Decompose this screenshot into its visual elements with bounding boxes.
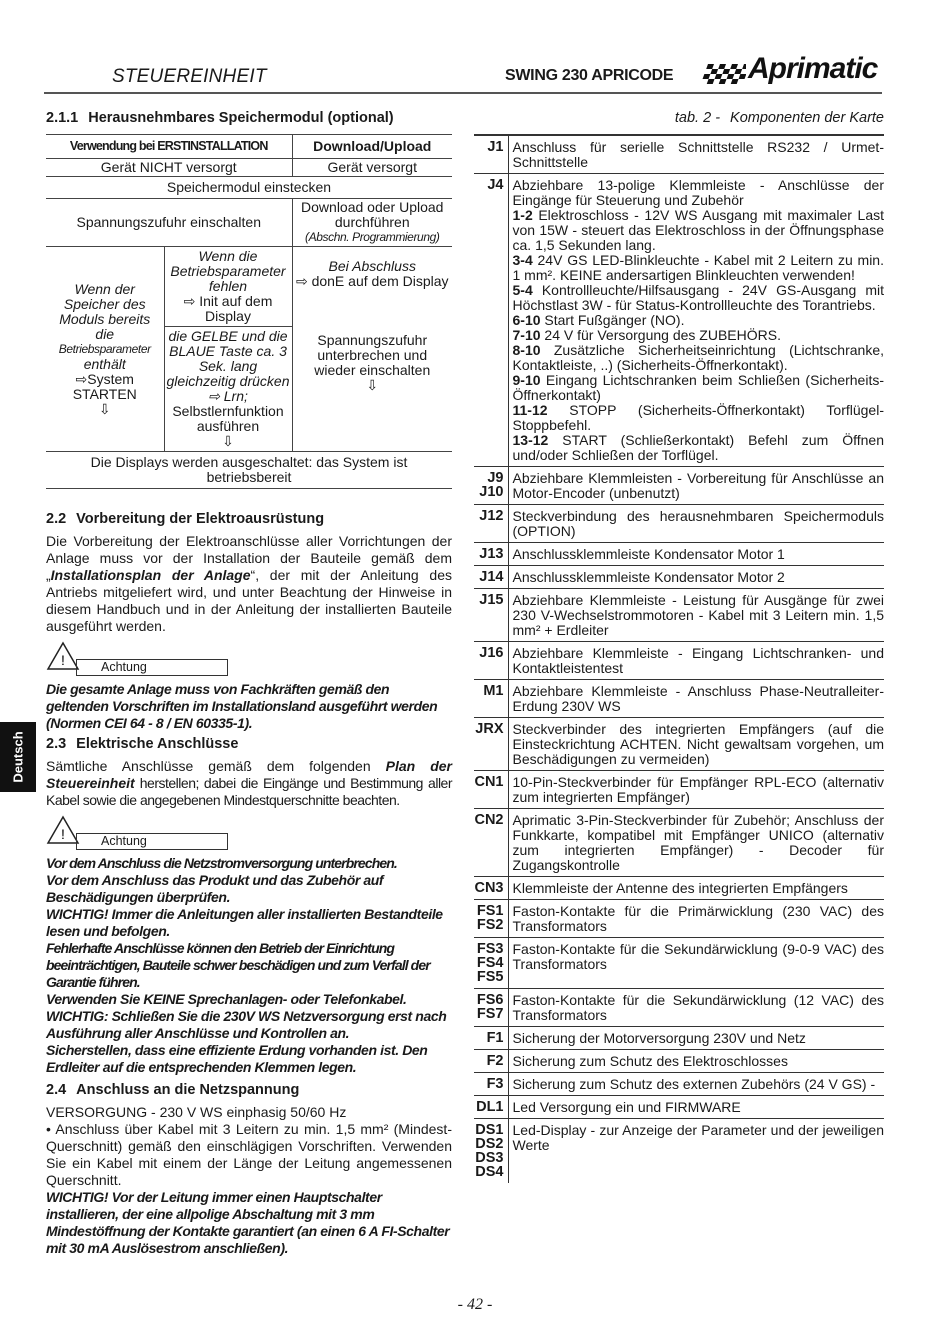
component-code bbox=[474, 989, 508, 1027]
component-code-label: J9 bbox=[487, 470, 504, 486]
description-line: 6-10 Start Fußgänger (NO). bbox=[512, 312, 685, 328]
component-code bbox=[474, 505, 508, 543]
component-row bbox=[474, 1119, 884, 1184]
description-line: Led Versorgung ein und FIRMWARE bbox=[512, 1099, 741, 1115]
component-code bbox=[474, 1096, 508, 1119]
description-line: Steckverbinder des integrierten Empfängers (auf die Einsteckrichtung ACHTEN. Nicht gewaltsam vorgehen, um Beschädigungen zu vermeiden) bbox=[512, 721, 884, 767]
component-description bbox=[508, 1050, 884, 1073]
component-code bbox=[474, 174, 508, 467]
s22-warning-text: Die gesamte Anlage muss von Fachkräften gemäß den geltenden Vorschriften im Installationsland ausgeführt werden (Normen CEI 64 - 8 / EN 60335-1). bbox=[46, 681, 438, 731]
component-code-label: F2 bbox=[486, 1053, 504, 1069]
component-row bbox=[474, 505, 884, 543]
component-code bbox=[474, 1050, 508, 1073]
description-line: 11-12 STOPP (Sicherheits-Öffnerkontakt) Torflügel-Stoppbefehl. bbox=[512, 402, 884, 433]
component-code bbox=[474, 718, 508, 771]
component-description bbox=[508, 680, 884, 718]
component-code bbox=[474, 135, 508, 174]
board-components-table bbox=[474, 134, 884, 1183]
description-line: 13-12 START (Schließerkontakt) Befehl zum Öffnen und/oder Schließen der Torflügel. bbox=[512, 432, 884, 463]
svg-text:!: ! bbox=[61, 652, 65, 668]
component-code-label: M1 bbox=[483, 683, 504, 699]
s23-warning-7: Sicherstellen, dass eine effiziente Erdung vorhanden ist. Den Erdleiter auf die entsprechenden Klemmen legen. bbox=[46, 1042, 428, 1075]
component-code bbox=[474, 1073, 508, 1096]
description-line: 8-10 Zusätzliche Sicherheitseinrichtung (Lichtschranke, Kontaktleiste, ..) (Sicherheits-Öffnerkontakt). bbox=[512, 342, 884, 373]
warning-label: Achtung bbox=[76, 833, 228, 850]
component-code-label: DS2 bbox=[475, 1136, 504, 1152]
warning-icon bbox=[46, 815, 80, 845]
cell-not-powered: Gerät NICHT versorgt bbox=[46, 159, 292, 177]
component-code-label: CN3 bbox=[474, 880, 504, 896]
description-line: Abziehbare 13-polige Klemmleiste - Anschlüsse der Eingänge für Steuerung und Zubehör bbox=[512, 177, 884, 208]
component-description bbox=[508, 877, 884, 900]
checkered-flag-icon bbox=[700, 64, 746, 86]
component-row bbox=[474, 174, 884, 467]
component-code-label: DL1 bbox=[476, 1099, 504, 1115]
component-code-label: CN1 bbox=[474, 774, 504, 790]
component-code bbox=[474, 467, 508, 505]
component-description bbox=[508, 467, 884, 505]
description-line: Steckverbindung des herausnehmbaren Speichermoduls (OPTION) bbox=[512, 508, 884, 539]
right-column bbox=[474, 110, 884, 1183]
heading-2-2: 2.2 Vorbereitung der Elektroausrüstung bbox=[46, 511, 325, 527]
component-code-label: FS3 bbox=[476, 941, 504, 957]
component-row bbox=[474, 900, 884, 938]
cell-on-completion: Bei Abschluss ⇨ donE auf dem Display Spannungszufuhr unterbrechen und wieder einschalten ⇩ bbox=[292, 247, 452, 452]
cell-system-ready: Die Displays werden ausgeschaltet: das System ist betriebsbereit bbox=[46, 452, 452, 489]
component-description bbox=[508, 1096, 884, 1119]
description-line: Abziehbare Klemmleiste - Anschluss Phase-Neutralleiter-Erdung 230V WS bbox=[512, 683, 884, 714]
component-code-label: DS3 bbox=[475, 1150, 504, 1166]
component-description bbox=[508, 989, 884, 1027]
component-code-label: J16 bbox=[479, 645, 504, 661]
component-code bbox=[474, 938, 508, 989]
component-row bbox=[474, 1096, 884, 1119]
component-code bbox=[474, 1027, 508, 1050]
cell-powered: Gerät versorgt bbox=[292, 159, 452, 177]
component-code bbox=[474, 566, 508, 589]
warning-block-1 bbox=[46, 641, 452, 677]
description-line: Anschluss für serielle Schnittstelle RS232 / Urmet-Schnittstelle bbox=[512, 139, 884, 170]
component-description bbox=[508, 505, 884, 543]
component-description bbox=[508, 135, 884, 174]
s23-warning-5: Verwenden Sie KEINE Sprechanlagen- oder Telefonkabel. bbox=[46, 991, 407, 1007]
component-code-label: FS6 bbox=[476, 992, 504, 1008]
component-description bbox=[508, 566, 884, 589]
component-code-label: FS4 bbox=[476, 955, 504, 971]
component-code-label: FS2 bbox=[476, 917, 504, 933]
description-line: 10-Pin-Steckverbinder für Empfänger RPL-ECO (alternativ zum integrierten Empfänger) bbox=[512, 774, 884, 805]
s23-warning-4: Fehlerhafte Anschlüsse können den Betrieb der Einrichtung beeinträchtigen, Bauteile schwer beschädigen und zum Verfall der Garantie führen. bbox=[46, 940, 430, 990]
description-line: Led-Display - zur Anzeige der Parameter und der jeweiligen Werte bbox=[512, 1122, 884, 1153]
heading-2-3: 2.3 Elektrische Anschlüsse bbox=[46, 736, 239, 752]
description-line: 3-4 24V GS LED-Blinkleuchte - Kabel mit 2 Leitern zu min. 1 mm². KEINE andersartigen Blinkleuchten verwenden! bbox=[512, 252, 884, 283]
component-code bbox=[474, 771, 508, 809]
component-row bbox=[474, 718, 884, 771]
description-line: 5-4 Kontrollleuchte/Hilfsausgang - 24V GS-Ausgang mit Höchstlast 3W - für Status-Kontrollleuchte des Torantriebs. bbox=[512, 282, 884, 313]
component-row bbox=[474, 771, 884, 809]
s24-important: WICHTIG! Vor der Leitung immer einen Hauptschalter installieren, der eine allpolige Abschaltung mit 3 mm Mindestöffnung der Kontakte garantiert (an einen 6 A FI-Schalter mit 30 mA Auslösestrom anschließen). bbox=[46, 1189, 450, 1256]
cell-memory-contains: Wenn der Speicher des Moduls bereits die Betriebsparameter enthält ⇨System STARTEN ⇩ bbox=[46, 247, 164, 451]
component-row bbox=[474, 877, 884, 900]
description-line: 1-2 Elektroschloss - 12V WS Ausgang mit maximaler Last von 15W - steuert das Elektroschloss in der Öffnungsphase ca. 1,5 Sekunden lang. bbox=[512, 207, 884, 253]
component-description bbox=[508, 1119, 884, 1184]
component-row bbox=[474, 1027, 884, 1050]
cell-params-missing: Wenn die Betriebsparameter fehlen ⇨ Init auf dem Display die GELBE und die BLAUE Taste ca. 3 Sek. lang gleichzeitig drücken ⇨ Lrn; Selbstlernfunktion ausführen ⇩ bbox=[164, 247, 292, 451]
description-line: Faston-Kontakte für die Sekundärwicklung (9-0-9 VAC) des Transformators bbox=[512, 941, 884, 972]
heading-2-1-1: 2.1.1 Herausnehmbares Speichermodul (optional) bbox=[46, 110, 394, 126]
cell-power-on: Spannungszufuhr einschalten bbox=[46, 199, 292, 247]
component-code-label: J4 bbox=[487, 177, 504, 193]
logo-wordmark: Aprimatic bbox=[748, 52, 878, 85]
description-line: Sicherung der Motorversorgung 230V und Netz bbox=[512, 1030, 806, 1046]
component-code bbox=[474, 809, 508, 877]
left-column bbox=[46, 110, 452, 1257]
component-code-label: J1 bbox=[487, 139, 504, 155]
component-row bbox=[474, 467, 884, 505]
component-code bbox=[474, 900, 508, 938]
s23-warning-2: Vor dem Anschluss das Produkt und das Zubehör auf Beschädigungen überprüfen. bbox=[46, 872, 384, 905]
component-code-label: F1 bbox=[486, 1030, 504, 1046]
component-code-label: J14 bbox=[479, 569, 504, 585]
description-line: Faston-Kontakte für die Sekundärwicklung (12 VAC) des Transformators bbox=[512, 992, 884, 1023]
description-line: Faston-Kontakte für die Primärwicklung (230 VAC) des Transformators bbox=[512, 903, 884, 934]
component-code bbox=[474, 680, 508, 718]
description-line: Abziehbare Klemmleiste - Leistung für Ausgänge für zwei 230 V-Wechselstrommotoren - Kabel mit 3 Leitern min. 1,5 mm² + Erdleiter bbox=[512, 592, 884, 638]
description-line: 9-10 Eingang Lichtschranken beim Schließen (Sicherheits-Öffnerkontakt) bbox=[512, 372, 884, 403]
component-code-label: FS7 bbox=[476, 1006, 504, 1022]
component-description bbox=[508, 1027, 884, 1050]
component-code-label: J12 bbox=[479, 508, 504, 524]
component-code bbox=[474, 589, 508, 642]
description-line: Abziehbare Klemmleisten - Vorbereitung für Anschlüsse an Motor-Encoder (unbenutzt) bbox=[512, 470, 884, 501]
memory-module-table bbox=[46, 134, 452, 489]
s22-paragraph: Die Vorbereitung der Elektroanschlüsse aller Vorrichtungen der Anlage muss vor der Installation der Bauteile gemäß dem „Installationsplan der Anlage“, der mit der Anleitung des Antriebs mitgeliefert wird, und unter Beachtung der Hinweise in diesem Handbuch und in der Anleitung der installierten Bauteile ausgeführt werden. bbox=[46, 533, 453, 634]
section-title: STEUEREINHEIT bbox=[112, 66, 267, 87]
component-description bbox=[508, 1073, 884, 1096]
description-line: Sicherung zum Schutz des externen Zubehörs (24 V GS) - bbox=[512, 1076, 876, 1092]
component-code-label: CN2 bbox=[474, 812, 504, 828]
heading-2-4: 2.4 Anschluss an die Netzspannung bbox=[46, 1082, 300, 1098]
cell-download-upload: Download oder Upload durchführen (Abschn. Programmierung) bbox=[292, 199, 452, 247]
component-description bbox=[508, 642, 884, 680]
component-code-label: FS5 bbox=[476, 969, 504, 985]
warning-label: Achtung bbox=[76, 659, 228, 676]
description-line: Klemmleiste der Antenne des integrierten Empfängers bbox=[512, 880, 848, 896]
component-code-label: J10 bbox=[479, 484, 504, 500]
component-description bbox=[508, 718, 884, 771]
component-description bbox=[508, 589, 884, 642]
cell-split bbox=[46, 247, 292, 452]
component-code-label: FS1 bbox=[476, 903, 504, 919]
component-description bbox=[508, 771, 884, 809]
warning-icon bbox=[46, 641, 80, 671]
warning-block-2 bbox=[46, 815, 452, 851]
component-code bbox=[474, 642, 508, 680]
component-code-label: J13 bbox=[479, 546, 504, 562]
component-row bbox=[474, 680, 884, 718]
component-row bbox=[474, 1050, 884, 1073]
component-row bbox=[474, 809, 884, 877]
component-row bbox=[474, 135, 884, 174]
s23-warning-1: Vor dem Anschluss die Netzstromversorgung unterbrechen. bbox=[46, 855, 397, 871]
s24-cable: • Anschluss über Kabel mit 3 Leitern zu min. 1,5 mm² (Mindest-Querschnitt) gemäß den einschlägigen Vorschriften. Verwenden Sie ein Kabel mit einem der Länge der Leitung angemessenen Querschnitt. bbox=[46, 1121, 452, 1188]
component-code-label: J15 bbox=[479, 592, 504, 608]
component-row bbox=[474, 989, 884, 1027]
description-line: Abziehbare Klemmleiste - Eingang Lichtschranken- und Kontaktleistentest bbox=[512, 645, 884, 676]
component-code-label: DS1 bbox=[475, 1122, 504, 1138]
s23-paragraph: Sämtliche Anschlüsse gemäß dem folgenden Plan der Steuereinheit herstellen; dabei die Eingänge und Bestimmung aller Kabel sowie die angegebenen Mindestquerschnitte beachten. bbox=[46, 758, 452, 808]
s23-warning-3: WICHTIG! Immer die Anleitungen aller installierten Bestandteile lesen und befolgen. bbox=[46, 906, 443, 939]
description-line: Anschlussklemmleiste Kondensator Motor 1 bbox=[512, 546, 785, 562]
language-tab: Deutsch bbox=[0, 722, 36, 792]
component-row bbox=[474, 1073, 884, 1096]
component-row bbox=[474, 938, 884, 989]
page-number: - 42 - bbox=[457, 1296, 493, 1313]
header-rule bbox=[44, 92, 882, 94]
s23-warning-6: WICHTIG: Schließen Sie die 230V WS Netzversorgung erst nach Ausführung aller Anschlüsse und Kontrollen an. bbox=[46, 1008, 447, 1041]
table-caption: tab. 2 - Komponenten der Karte bbox=[674, 110, 884, 126]
component-code bbox=[474, 877, 508, 900]
component-description bbox=[508, 938, 884, 989]
description-line: Sicherung zum Schutz des Elektroschlosses bbox=[512, 1053, 788, 1069]
component-row bbox=[474, 589, 884, 642]
component-description bbox=[508, 174, 884, 467]
component-code bbox=[474, 1119, 508, 1184]
svg-text:!: ! bbox=[61, 826, 65, 842]
th-download-upload: Download/Upload bbox=[292, 135, 452, 159]
th-first-install: Verwendung bei ERSTINSTALLATION bbox=[46, 135, 292, 159]
component-code-label: JRX bbox=[475, 721, 504, 737]
description-line: Anschlussklemmleiste Kondensator Motor 2 bbox=[512, 569, 785, 585]
component-code-label: DS4 bbox=[475, 1164, 504, 1180]
component-description bbox=[508, 900, 884, 938]
component-row bbox=[474, 543, 884, 566]
cell-insert-module: Speichermodul einstecken bbox=[46, 177, 452, 199]
component-description bbox=[508, 809, 884, 877]
description-line: Aprimatic 3-Pin-Steckverbinder für Zubehör; Anschluss der Funkkarte, kompatibel mit Empfänger UNICO (alternativ zum integrierten Empfänger) - Decoder für Zugangskontrolle bbox=[512, 812, 884, 873]
description-line: 7-10 24 V für Versorgung des ZUBEHÖRS. bbox=[512, 327, 781, 343]
component-description bbox=[508, 543, 884, 566]
component-code bbox=[474, 543, 508, 566]
component-row bbox=[474, 566, 884, 589]
component-code-label: F3 bbox=[486, 1076, 504, 1092]
aprimatic-logo bbox=[700, 54, 882, 94]
model-name: SWING 230 APRICODE bbox=[505, 67, 674, 84]
s24-supply: VERSORGUNG - 230 V WS einphasig 50/60 Hz bbox=[46, 1104, 347, 1120]
component-row bbox=[474, 642, 884, 680]
